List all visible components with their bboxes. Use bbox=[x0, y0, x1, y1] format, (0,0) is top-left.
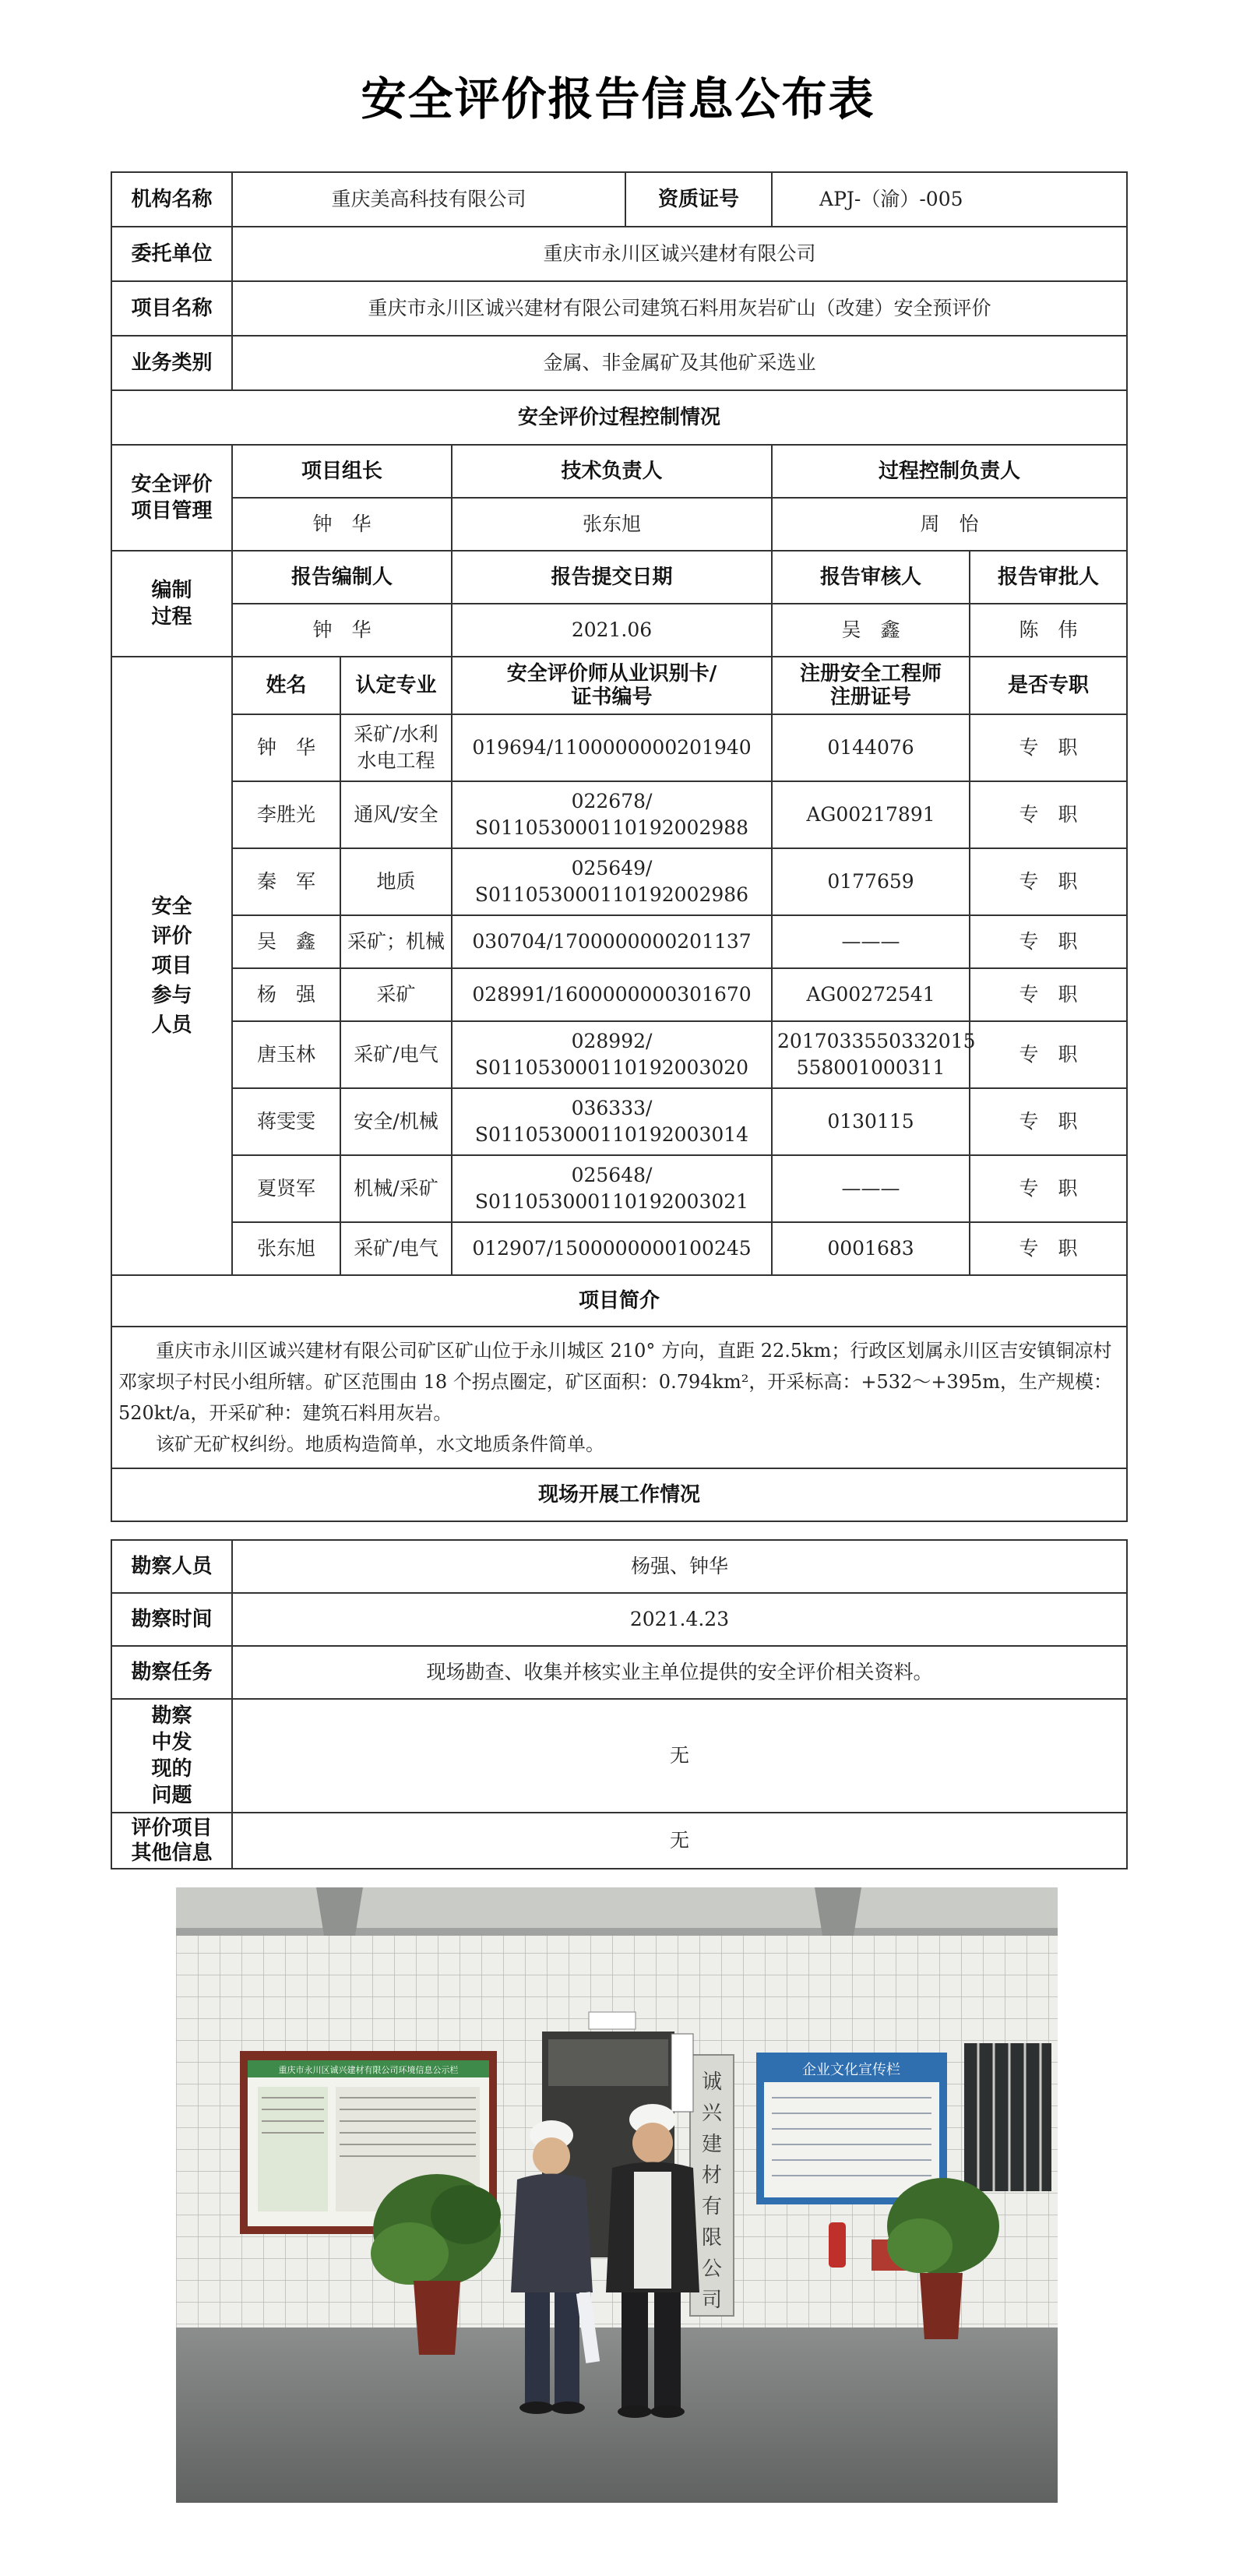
staff-card: 036333/ S011053000110192003014 bbox=[452, 1088, 772, 1155]
approver-value: 陈 伟 bbox=[970, 604, 1127, 657]
staff-major: 机械/采矿 bbox=[340, 1155, 452, 1222]
survey-task-label: 勘察任务 bbox=[111, 1646, 232, 1699]
reviewer-header: 报告审核人 bbox=[772, 551, 970, 604]
control-header: 过程控制负责人 bbox=[772, 445, 1127, 498]
concrete-ground bbox=[176, 2328, 1058, 2503]
cert-value: APJ-（渝）-005 bbox=[772, 172, 1127, 227]
date-header: 报告提交日期 bbox=[452, 551, 772, 604]
staff-reg: 0130115 bbox=[772, 1088, 970, 1155]
staff-reg: ——— bbox=[772, 915, 970, 968]
staff-header-reg: 注册安全工程师 注册证号 bbox=[772, 657, 970, 714]
author-value: 钟 华 bbox=[232, 604, 452, 657]
staff-card: 030704/1700000000201137 bbox=[452, 915, 772, 968]
compile-label: 编制 过程 bbox=[111, 551, 232, 657]
staff-fulltime: 专 职 bbox=[970, 915, 1127, 968]
svg-text:限: 限 bbox=[701, 2226, 723, 2250]
culture-board-title: 企业文化宣传栏 bbox=[802, 2062, 900, 2078]
staff-major: 地质 bbox=[340, 848, 452, 915]
client-label: 委托单位 bbox=[111, 227, 232, 281]
staff-major: 采矿/电气 bbox=[340, 1021, 452, 1088]
staff-name: 李胜光 bbox=[232, 781, 340, 848]
staff-reg: ——— bbox=[772, 1155, 970, 1222]
staff-name: 张东旭 bbox=[232, 1222, 340, 1275]
staff-row bbox=[111, 968, 1127, 1021]
svg-text:诚: 诚 bbox=[701, 2070, 723, 2094]
staff-card: 025649/ S011053000110192002986 bbox=[452, 848, 772, 915]
staff-fulltime: 专 职 bbox=[970, 1155, 1127, 1222]
survey-issues-label: 勘察 中发 现的 问题 bbox=[111, 1699, 232, 1813]
cert-label: 资质证号 bbox=[625, 172, 772, 227]
staff-fulltime: 专 职 bbox=[970, 968, 1127, 1021]
staff-major: 采矿/电气 bbox=[340, 1222, 452, 1275]
intro-heading: 项目简介 bbox=[111, 1275, 1127, 1327]
staff-header-fulltime: 是否专职 bbox=[970, 657, 1127, 714]
staff-header-name: 姓名 bbox=[232, 657, 340, 714]
date-value: 2021.06 bbox=[452, 604, 772, 657]
staff-fulltime: 专 职 bbox=[970, 848, 1127, 915]
intro-text bbox=[111, 1327, 1127, 1468]
staff-reg: 2017033550332015 558001000311 bbox=[772, 1021, 970, 1088]
approver-header: 报告审批人 bbox=[970, 551, 1127, 604]
leader-value: 钟 华 bbox=[232, 498, 452, 551]
staff-header-card: 安全评价师从业识别卡/ 证书编号 bbox=[452, 657, 772, 714]
staff-card: 022678/ S011053000110192002988 bbox=[452, 781, 772, 848]
staff-major: 采矿/水利 水电工程 bbox=[340, 714, 452, 781]
site-work-heading: 现场开展工作情况 bbox=[111, 1468, 1127, 1521]
staff-row bbox=[111, 781, 1127, 848]
staff-card: 028991/1600000000301670 bbox=[452, 968, 772, 1021]
intro-paragraph-1: 重庆市永川区诚兴建材有限公司矿区矿山位于永川城区 210° 方向，直距 22.5km；行政区划属永川区吉安镇铜凉村邓家坝子村民小组所辖。矿区范围由 18 个拐点圈定，矿区面积：0.794km²，开采标高：+532～+395m，生产规模：520kt/a，开采矿种：建筑石料用灰岩。 bbox=[118, 1340, 1113, 1424]
svg-text:有: 有 bbox=[701, 2195, 723, 2218]
staff-card: 019694/1100000000201940 bbox=[452, 714, 772, 781]
staff-row bbox=[111, 1088, 1127, 1155]
business-value: 金属、非金属矿及其他矿采选业 bbox=[232, 336, 1127, 390]
org-value: 重庆美高科技有限公司 bbox=[232, 172, 625, 227]
staff-row bbox=[111, 1222, 1127, 1275]
svg-text:材: 材 bbox=[701, 2164, 723, 2187]
client-value: 重庆市永川区诚兴建材有限公司 bbox=[232, 227, 1127, 281]
survey-time-value: 2021.4.23 bbox=[232, 1593, 1127, 1646]
staff-reg: 0177659 bbox=[772, 848, 970, 915]
page-title: 安全评价报告信息公布表 bbox=[361, 72, 875, 125]
staff-major: 采矿；机械 bbox=[340, 915, 452, 968]
tech-value: 张东旭 bbox=[452, 498, 772, 551]
staff-fulltime: 专 职 bbox=[970, 714, 1127, 781]
svg-text:兴: 兴 bbox=[701, 2102, 723, 2125]
survey-task-value: 现场勘查、收集并核实业主单位提供的安全评价相关资料。 bbox=[232, 1646, 1127, 1699]
survey-staff-value: 杨强、钟华 bbox=[232, 1540, 1127, 1593]
staff-row bbox=[111, 848, 1127, 915]
tech-header: 技术负责人 bbox=[452, 445, 772, 498]
staff-fulltime: 专 职 bbox=[970, 1222, 1127, 1275]
other-info-value: 无 bbox=[232, 1813, 1127, 1869]
staff-row bbox=[111, 714, 1127, 781]
staff-fulltime: 专 职 bbox=[970, 781, 1127, 848]
survey-time-label: 勘察时间 bbox=[111, 1593, 232, 1646]
notice-left-title: 重庆市永川区诚兴建材有限公司环境信息公示栏 bbox=[278, 2065, 459, 2075]
staff-name: 杨 强 bbox=[232, 968, 340, 1021]
staff-reg: AG00217891 bbox=[772, 781, 970, 848]
survey-staff-label: 勘察人员 bbox=[111, 1540, 232, 1593]
staff-name: 钟 华 bbox=[232, 714, 340, 781]
staff-card: 028992/ S011053000110192003020 bbox=[452, 1021, 772, 1088]
staff-name: 唐玉林 bbox=[232, 1021, 340, 1088]
other-info-label: 评价项目 其他信息 bbox=[111, 1813, 232, 1869]
staff-name: 蒋雯雯 bbox=[232, 1088, 340, 1155]
project-label: 项目名称 bbox=[111, 281, 232, 336]
project-value: 重庆市永川区诚兴建材有限公司建筑石料用灰岩矿山（改建）安全预评价 bbox=[232, 281, 1127, 336]
control-value: 周 怡 bbox=[772, 498, 1127, 551]
mgmt-label: 安全评价 项目管理 bbox=[111, 445, 232, 551]
fire-extinguisher bbox=[829, 2222, 846, 2268]
reviewer-value: 吴 鑫 bbox=[772, 604, 970, 657]
site-survey-table bbox=[111, 1539, 1128, 1869]
staff-name: 吴 鑫 bbox=[232, 915, 340, 968]
staff-fulltime: 专 职 bbox=[970, 1021, 1127, 1088]
staff-row bbox=[111, 1155, 1127, 1222]
svg-text:司: 司 bbox=[701, 2289, 723, 2312]
staff-header-major: 认定专业 bbox=[340, 657, 452, 714]
staff-fulltime: 专 职 bbox=[970, 1088, 1127, 1155]
staff-major: 通风/安全 bbox=[340, 781, 452, 848]
staff-row bbox=[111, 1021, 1127, 1088]
staff-row bbox=[111, 915, 1127, 968]
staff-major: 安全/机械 bbox=[340, 1088, 452, 1155]
staff-reg: 0001683 bbox=[772, 1222, 970, 1275]
staff-card: 012907/1500000000100245 bbox=[452, 1222, 772, 1275]
staff-major: 采矿 bbox=[340, 968, 452, 1021]
svg-text:公: 公 bbox=[701, 2257, 723, 2281]
staff-name: 夏贤军 bbox=[232, 1155, 340, 1222]
report-info-table bbox=[111, 171, 1128, 1522]
leader-header: 项目组长 bbox=[232, 445, 452, 498]
author-header: 报告编制人 bbox=[232, 551, 452, 604]
staff-card: 025648/ S011053000110192003021 bbox=[452, 1155, 772, 1222]
staff-reg: AG00272541 bbox=[772, 968, 970, 1021]
intro-paragraph-2: 该矿无矿权纠纷。地质构造简单，水文地质条件简单。 bbox=[156, 1433, 604, 1455]
site-photo bbox=[176, 1887, 1058, 2503]
process-section-heading: 安全评价过程控制情况 bbox=[111, 390, 1127, 445]
staff-reg: 0144076 bbox=[772, 714, 970, 781]
staff-label: 安全 评价 项目 参与 人员 bbox=[111, 657, 232, 1275]
org-label: 机构名称 bbox=[111, 172, 232, 227]
business-label: 业务类别 bbox=[111, 336, 232, 390]
svg-text:建: 建 bbox=[701, 2133, 723, 2156]
survey-issues-value: 无 bbox=[232, 1699, 1127, 1813]
staff-name: 秦 军 bbox=[232, 848, 340, 915]
